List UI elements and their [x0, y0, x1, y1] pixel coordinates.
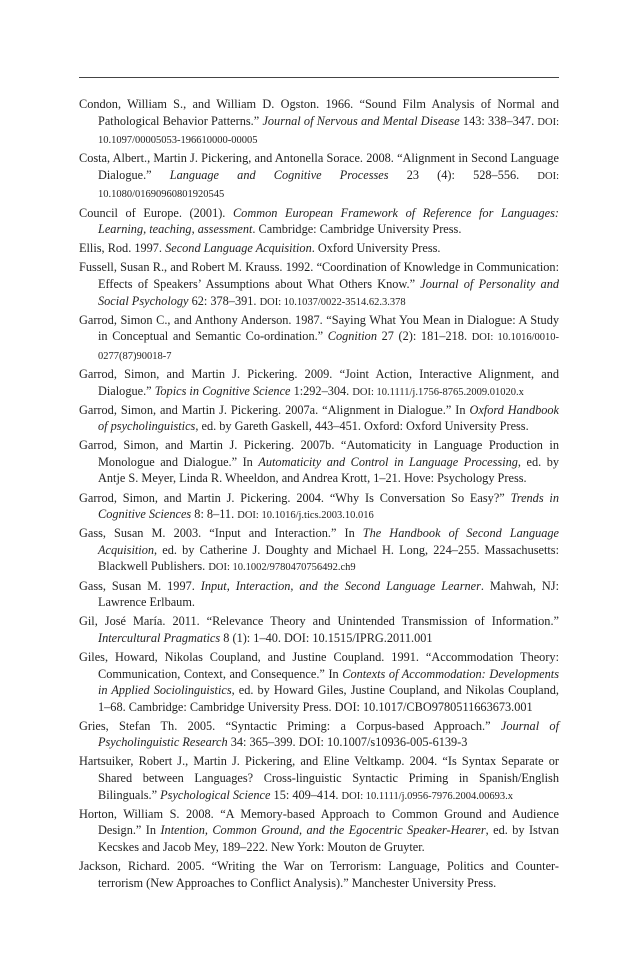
reference-entry: Costa, Albert., Martin J. Pickering, and Antonella Sorace. 2008. “Alignment in Second Language Dialogue.” Language and Cognitive Processes 23 (4): 528–556. DOI: 10.1080/01690960801920545	[79, 151, 560, 201]
doi-link[interactable]: DOI: 10.1016/j.tics.2003.10.016	[237, 510, 374, 522]
header-rule	[79, 77, 559, 78]
reference-list	[79, 96, 559, 894]
doi-link[interactable]: DOI: 10.1111/j.0956-7976.2004.00693.x	[341, 790, 514, 802]
reference-entry: Ellis, Rod. 1997. Second Language Acquisition. Oxford University Press.	[79, 241, 441, 256]
doi-link[interactable]: DOI: 10.1002/9780470756492.ch9	[208, 562, 356, 574]
reference-entry: Garrod, Simon, and Martin J. Pickering. 2007a. “Alignment in Dialogue.” In Oxford Handbook of psycholinguistics, ed. by Gareth Gaskell, 443–451. Oxford: Oxford University Press.	[79, 402, 559, 434]
doi-link[interactable]: DOI: 10.1111/j.1756-8765.2009.01020.x	[352, 386, 524, 398]
reference-entry: Garrod, Simon, and Martin J. Pickering. 2009. “Joint Action, Interactive Alignment, and Dialogue.” Topics in Cognitive Science 1:292–304. DOI: 10.1111/j.1756-8765.2009.01020.x	[79, 366, 559, 398]
doi-link[interactable]: DOI: 10.1097/00005053-196610000-00005	[98, 116, 559, 147]
reference-entry: Garrod, Simon C., and Anthony Anderson. 1987. “Saying What You Mean in Dialogue: A Study in Conceptual and Semantic Co-ordination.” Cognition 27 (2): 181–218. DOI: 10.1016/0010-0277(87)90018-7	[79, 312, 560, 362]
reference-entry: Giles, Howard, Nikolas Coupland, and Justine Coupland. 1991. “Accommodation Theory: Communication, Context, and Consequence.” In Contexts of Accommodation: Developments in Applied Sociolinguistics, ed. by Howard Giles, Justine Coupland, and Nikolas Coupland, 1–68. Cambridge: Cambridge University Press. DOI: 10.1017/CBO9780511663673.001	[79, 649, 559, 714]
reference-entry: Gries, Stefan Th. 2005. “Syntactic Priming: a Corpus-based Approach.” Journal of Psycholinguistic Research 34: 365–399. DOI: 10.1007/s10936-005-6139-3	[79, 718, 559, 750]
reference-entry: Gil, José María. 2011. “Relevance Theory and Unintended Transmission of Information.” Intercultural Pragmatics 8 (1): 1–40. DOI: 10.1515/IPRG.2011.001	[79, 614, 559, 645]
doi-link[interactable]: DOI: 10.1080/01690960801920545	[98, 170, 560, 201]
reference-entry: Garrod, Simon, and Martin J. Pickering. 2004. “Why Is Conversation So Easy?” Trends in Cognitive Sciences 8: 8–11. DOI: 10.1016/j.tics.2003.10.016	[79, 490, 559, 522]
reference-entry: Hartsuiker, Robert J., Martin J. Pickering, and Eline Veltkamp. 2004. “Is Syntax Separate or Shared between Languages? Cross-linguistic Syntactic Priming in Spanish/English Bilinguals.” Psychological Science 15: 409–414. DOI: 10.1111/j.0956-7976.2004.00693.x	[79, 754, 559, 802]
doi-link[interactable]: DOI: 10.1037/0022-3514.62.3.378	[259, 296, 406, 308]
reference-entry: Fussell, Susan R., and Robert M. Krauss. 1992. “Coordination of Knowledge in Communication: Effects of Speakers’ Assumptions about What Others Know.” Journal of Personality and Social Psychology 62: 378–391. DOI: 10.1037/0022-3514.62.3.378	[79, 260, 559, 308]
reference-entry: Gass, Susan M. 1997. Input, Interaction, and the Second Language Learner. Mahwah, NJ: Lawrence Erlbaum.	[79, 578, 559, 610]
reference-entry: Horton, William S. 2008. “A Memory-based Approach to Common Ground and Audience Design.” In Intention, Common Ground, and the Egocentric Speaker-Hearer, ed. by Istvan Kecskes and Jacob Mey, 189–222. New York: Mouton de Gruyter.	[79, 806, 559, 854]
doi-link[interactable]: DOI: 10.1016/0010-0277(87)90018-7	[98, 332, 560, 362]
reference-entry: Garrod, Simon, and Martin J. Pickering. 2007b. “Automaticity in Language Production in Monologue and Dialogue.” In Automaticity and Control in Language Processing, ed. by Antje S. Meyer, Linda R. Wheeldon, and Andrea Krott, 1–21. Hove: Psychology Press.	[79, 438, 559, 486]
reference-entry: Condon, William S., and William D. Ogston. 1966. “Sound Film Analysis of Normal and Pathological Behavior Patterns.” Journal of Nervous and Mental Disease 143: 338–347. DOI: 10.1097/00005053-196610000-00005	[79, 97, 559, 147]
reference-entry: Jackson, Richard. 2005. “Writing the War on Terrorism: Language, Politics and Counter-terrorism (New Approaches to Conflict Analysis).” Manchester University Press.	[79, 859, 559, 890]
reference-entry: Gass, Susan M. 2003. “Input and Interaction.” In The Handbook of Second Language Acquisition, ed. by Catherine J. Doughty and Michael H. Long, 224–255. Massachusetts: Blackwell Publishers. DOI: 10.1002/9780470756492.ch9	[79, 526, 560, 574]
reference-entry: Council of Europe. (2001). Common European Framework of Reference for Languages: Learning, teaching, assessment. Cambridge: Cambridge University Press.	[79, 205, 560, 237]
